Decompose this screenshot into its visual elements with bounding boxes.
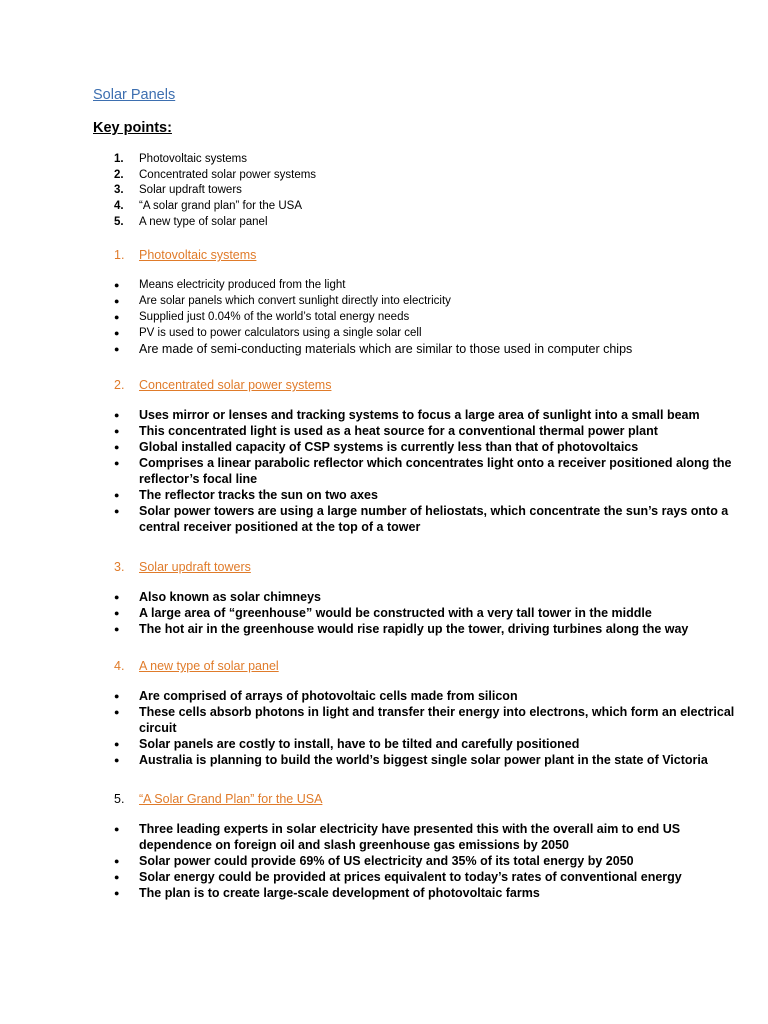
bullet-icon: ● (114, 506, 120, 516)
bullet-text: Global installed capacity of CSP systems is currently less than that of photovoltaics (139, 440, 639, 454)
section-heading (114, 247, 754, 263)
section-title: Photovoltaic systems (139, 248, 257, 262)
document-title: Solar Panels (93, 87, 176, 103)
list-item (114, 736, 754, 752)
bullet-icon: ● (114, 458, 120, 468)
bullet-text: Solar panels are costly to install, have to be tilted and carefully positioned (139, 737, 580, 751)
section-photovoltaic (114, 247, 754, 357)
bullet-text: The plan is to create large-scale development of photovoltaic farms (139, 886, 540, 900)
key-points-heading: Key points: (93, 120, 172, 136)
bullet-icon: ● (114, 755, 120, 765)
bullet-text: The reflector tracks the sun on two axes (139, 488, 378, 502)
bullet-list (114, 589, 754, 637)
bullet-icon: ● (114, 824, 120, 834)
list-item (114, 439, 754, 455)
section-solar-updraft (114, 559, 754, 637)
bullet-text: Supplied just 0.04% of the world’s total energy needs (139, 311, 410, 323)
section-solar-grand-plan (114, 791, 754, 901)
list-item (114, 487, 754, 503)
section-number: 2. (114, 378, 125, 392)
list-item-text: Solar updraft towers (139, 184, 242, 197)
bullet-icon: ● (114, 739, 120, 749)
list-item (114, 853, 754, 869)
section-number: 4. (114, 659, 125, 673)
bullet-text: A large area of “greenhouse” would be constructed with a very tall tower in the middle (139, 606, 652, 620)
list-item (114, 821, 754, 853)
list-item (114, 407, 754, 423)
bullet-icon: ● (114, 691, 120, 701)
bullet-icon: ● (114, 856, 120, 866)
bullet-list (114, 277, 754, 357)
list-item-text: Photovoltaic systems (139, 153, 248, 165)
bullet-icon: ● (114, 707, 120, 717)
bullet-text: Means electricity produced from the light (139, 279, 346, 291)
bullet-text: Are made of semi-conducting materials which are similar to those used in computer chips (139, 342, 633, 356)
list-number: 3. (114, 184, 124, 197)
section-heading (114, 791, 754, 807)
section-title: Solar updraft towers (139, 560, 251, 574)
list-item (114, 503, 754, 535)
list-item (114, 293, 754, 309)
section-number: 3. (114, 560, 125, 574)
list-item (114, 277, 754, 293)
bullet-icon: ● (114, 344, 120, 354)
list-number: 1. (114, 153, 124, 165)
list-number: 5. (114, 215, 124, 228)
list-item (114, 325, 754, 341)
section-title: A new type of solar panel (139, 659, 279, 673)
bullet-text: These cells absorb photons in light and transfer their energy into electrons, which form an electrical circuit (139, 705, 735, 735)
bullet-text: This concentrated light is used as a heat source for a conventional thermal power plant (139, 424, 658, 438)
section-heading (114, 559, 754, 575)
key-points-list (114, 152, 734, 231)
bullet-text: Solar power towers are using a large number of heliostats, which concentrate the sun’s rays onto a central receiver positioned at the top of a tower (139, 504, 729, 534)
section-number: 1. (114, 248, 125, 262)
bullet-text: Solar power could provide 69% of US electricity and 35% of its total energy by 2050 (139, 854, 634, 868)
list-item (114, 752, 754, 768)
bullet-icon: ● (114, 888, 120, 898)
list-item (114, 152, 734, 168)
list-item-text: Concentrated solar power systems (139, 168, 317, 181)
list-item (114, 341, 754, 357)
bullet-text: Australia is planning to build the world’s biggest single solar power plant in the state of Victoria (139, 753, 708, 767)
bullet-icon: ● (114, 280, 120, 290)
bullet-icon: ● (114, 442, 120, 452)
list-item (114, 869, 754, 885)
list-number: 2. (114, 168, 124, 181)
bullet-text: The hot air in the greenhouse would rise rapidly up the tower, driving turbines along the way (139, 622, 689, 636)
bullet-text: Solar energy could be provided at prices equivalent to today’s rates of conventional energy (139, 870, 682, 884)
section-new-solar-panel (114, 658, 754, 768)
list-item (114, 621, 754, 637)
bullet-list (114, 821, 754, 901)
bullet-text: Are comprised of arrays of photovoltaic cells made from silicon (139, 689, 518, 703)
bullet-icon: ● (114, 410, 120, 420)
list-item (114, 885, 754, 901)
bullet-text: Three leading experts in solar electricity have presented this with the overall aim to end US dependence on foreign oil and slash greenhouse gas emissions by 2050 (139, 822, 681, 852)
list-item (114, 704, 754, 736)
section-number: 5. (114, 792, 125, 806)
list-item (114, 688, 754, 704)
list-item (114, 199, 734, 215)
section-heading (114, 658, 754, 674)
bullet-text: Are solar panels which convert sunlight directly into electricity (139, 295, 451, 307)
bullet-text: Also known as solar chimneys (139, 590, 322, 604)
bullet-text: Uses mirror or lenses and tracking systems to focus a large area of sunlight into a small beam (139, 408, 700, 422)
list-item-text: A new type of solar panel (139, 215, 268, 228)
bullet-icon: ● (114, 426, 120, 436)
list-item (114, 168, 734, 184)
list-item (114, 309, 754, 325)
bullet-icon: ● (114, 624, 120, 634)
section-title: Concentrated solar power systems (139, 378, 332, 392)
bullet-icon: ● (114, 608, 120, 618)
bullet-list (114, 407, 754, 535)
bullet-text: Comprises a linear parabolic reflector which concentrates light onto a receiver positioned along the reflector’s focal line (139, 456, 732, 486)
bullet-icon: ● (114, 592, 120, 602)
list-item (114, 423, 754, 439)
bullet-icon: ● (114, 296, 120, 306)
list-item (114, 183, 734, 199)
list-number: 4. (114, 200, 124, 213)
section-concentrated-solar (114, 377, 754, 535)
section-heading (114, 377, 754, 393)
list-item (114, 605, 754, 621)
bullet-icon: ● (114, 312, 120, 322)
bullet-icon: ● (114, 490, 120, 500)
section-title: “A Solar Grand Plan” for the USA (139, 792, 323, 806)
list-item (114, 589, 754, 605)
bullet-list (114, 688, 754, 768)
list-item (114, 455, 754, 487)
bullet-icon: ● (114, 872, 120, 882)
bullet-text: PV is used to power calculators using a single solar cell (139, 327, 422, 339)
list-item (114, 215, 734, 231)
list-item-text: “A solar grand plan” for the USA (139, 200, 302, 213)
bullet-icon: ● (114, 328, 120, 338)
